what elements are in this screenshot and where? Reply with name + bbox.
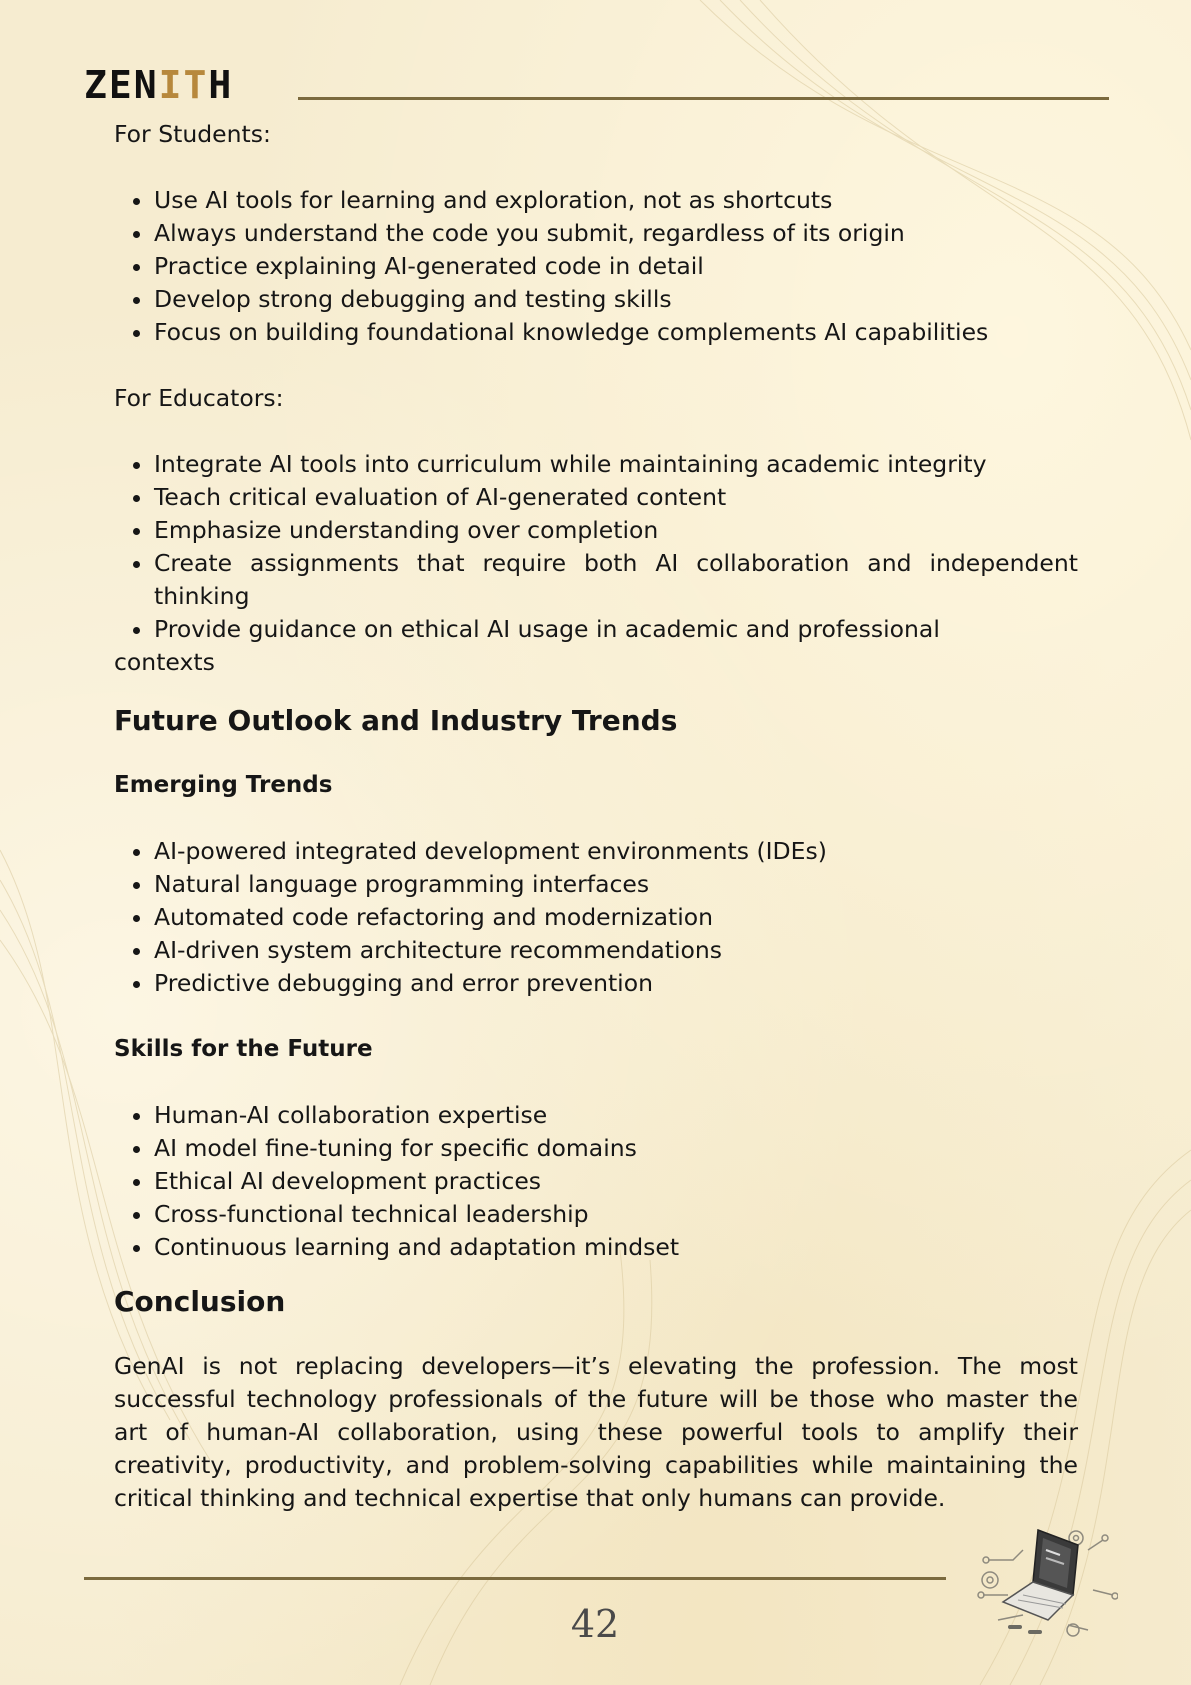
students-label: For Students: bbox=[114, 120, 271, 148]
educators-list bbox=[114, 448, 1078, 646]
educators-trailing-text: contexts bbox=[114, 648, 215, 676]
list-item: • Practice explaining AI-generated code in detail bbox=[154, 250, 1078, 283]
header-divider bbox=[298, 97, 1109, 100]
list-item: • Create assignments that require both AI collaboration and independent thinking bbox=[154, 547, 1078, 613]
skills-future-heading: Skills for the Future bbox=[114, 1036, 373, 1062]
emerging-trends-list bbox=[114, 835, 1078, 1000]
list-item: • AI-driven system architecture recommendations bbox=[154, 934, 1078, 967]
skills-future-list bbox=[114, 1099, 1078, 1264]
page-content bbox=[114, 118, 1078, 1515]
footer-divider bbox=[84, 1577, 946, 1580]
students-list bbox=[114, 184, 1078, 349]
list-item: • Predictive debugging and error prevention bbox=[154, 967, 1078, 1000]
list-item: • Always understand the code you submit, regardless of its origin bbox=[154, 217, 1078, 250]
conclusion-heading: Conclusion bbox=[114, 1285, 286, 1318]
list-item: • Continuous learning and adaptation mindset bbox=[154, 1231, 1078, 1264]
educators-label: For Educators: bbox=[114, 384, 284, 412]
zenith-logo: ZENITH bbox=[84, 63, 234, 107]
list-item: • Use AI tools for learning and exploration, not as shortcuts bbox=[154, 184, 1078, 217]
page-header bbox=[84, 60, 1109, 107]
page-number: 42 bbox=[570, 1602, 620, 1646]
list-item: • Ethical AI development practices bbox=[154, 1165, 1078, 1198]
list-item: • Cross-functional technical leadership bbox=[154, 1198, 1078, 1231]
list-item: • Emphasize understanding over completion bbox=[154, 514, 1078, 547]
list-item: • Teach critical evaluation of AI-generated content bbox=[154, 481, 1078, 514]
list-item: • AI model fine-tuning for specific domains bbox=[154, 1132, 1078, 1165]
conclusion-paragraph: GenAI is not replacing developers—it’s elevating the profession. The most successful technology professionals of the future will be those who master the art of human-AI collaboration, using these powerful tools to amplify their creativity, productivity, and problem-solving capabilities while maintaining the critical thinking and technical expertise that only humans can provide. bbox=[114, 1352, 1078, 1512]
list-item: • Develop strong debugging and testing skills bbox=[154, 283, 1078, 316]
future-outlook-heading: Future Outlook and Industry Trends bbox=[114, 704, 678, 737]
list-item: • Human-AI collaboration expertise bbox=[154, 1099, 1078, 1132]
laptop-circuit-icon bbox=[968, 1520, 1118, 1640]
list-item: • Natural language programming interfaces bbox=[154, 868, 1078, 901]
list-item: • Automated code refactoring and modernization bbox=[154, 901, 1078, 934]
list-item: • AI-powered integrated development environments (IDEs) bbox=[154, 835, 1078, 868]
list-item: • Provide guidance on ethical AI usage in academic and professional bbox=[154, 613, 1078, 646]
list-item: • Focus on building foundational knowledge complements AI capabilities bbox=[154, 316, 1078, 349]
list-item: • Integrate AI tools into curriculum while maintaining academic integrity bbox=[154, 448, 1078, 481]
emerging-trends-heading: Emerging Trends bbox=[114, 772, 333, 798]
